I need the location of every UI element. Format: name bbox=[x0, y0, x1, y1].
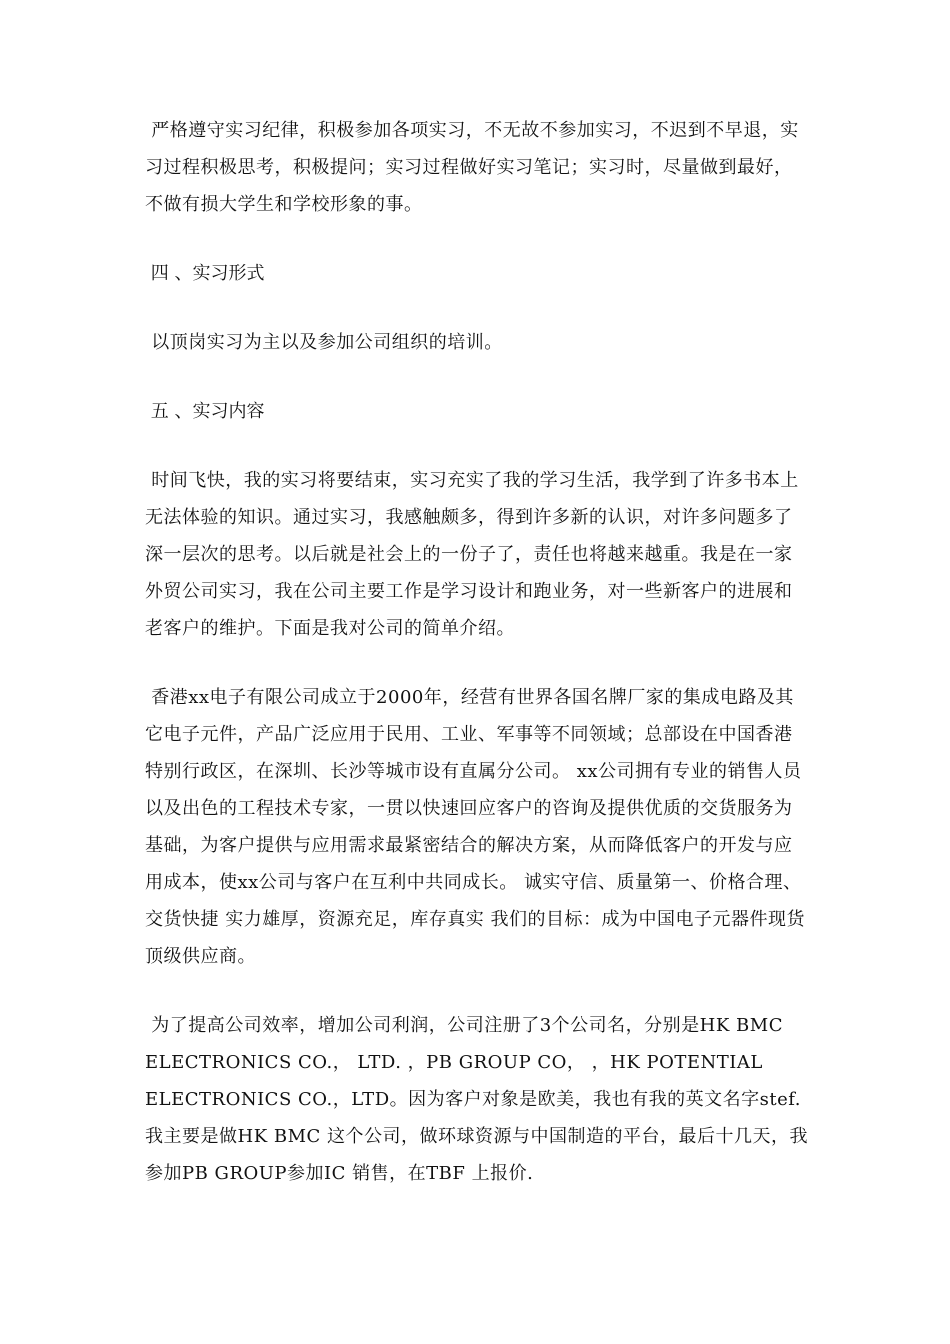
paragraph-internship-reflection: 时间飞快，我的实习将要结束，实习充实了我的学习生活，我学到了许多书本上无法体验的知识。通过实习，我感触颇多，得到许多新的认识，对许多问题多了深一层次的思考。以后就是社会上的一份子了，责任也将越来越重。我是在一家外贸公司实习，我在公司主要工作是学习设计和跑业务，对一些新客户的进展和老客户的维护。下面是我对公司的简单介绍。 bbox=[145, 470, 799, 639]
paragraph-company-intro: 香港xx电子有限公司成立于2000年，经营有世界各国名牌厂家的集成电路及其它电子元件，产品广泛应用于民用、工业、军事等不同领域；总部设在中国香港特别行政区，在深圳、长沙等城市设有直属分公司。 xx公司拥有专业的销售人员以及出色的工程技术专家，一贯以快速回应客户的咨询及提供优质的交货服务为基础，为客户提供与应用需求最紧密结合的解决方案，从而降低客户的开发与应用成本，使xx公司与客户在互利中共同成长。 诚实守信、质量第一、价格合理、交货快捷 实力雄厚，资源充足，库存真实 我们的目标：成为中国电子元器件现货顶级供应商。 bbox=[145, 687, 805, 967]
paragraph-company-names: 为了提高公司效率，增加公司利润，公司注册了3个公司名，分别是HK BMC ELECTRONICS CO.， LTD. ，PB GROUP CO， ，HK POTENTIAL ELECTRONICS CO.，LTD。因为客户对象是欧美，我也有我的英文名字stef.我主要是做HK BMC 这个公司，做环球资源与中国制造的平台，最后十几天，我参加PB GROUP参加IC 销售，在TBF 上报价. bbox=[145, 1015, 809, 1184]
document-body bbox=[145, 112, 810, 1224]
heading-internship-content: 五 、实习内容 bbox=[145, 401, 265, 422]
paragraph-discipline: 严格遵守实习纪律，积极参加各项实习，不无故不参加实习，不迟到不早退，实习过程积极思考，积极提问；实习过程做好实习笔记；实习时，尽量做到最好，不做有损大学生和学校形象的事。 bbox=[145, 120, 799, 215]
paragraph-internship-form: 以顶岗实习为主以及参加公司组织的培训。 bbox=[145, 332, 503, 353]
heading-internship-form: 四 、实习形式 bbox=[145, 263, 265, 284]
